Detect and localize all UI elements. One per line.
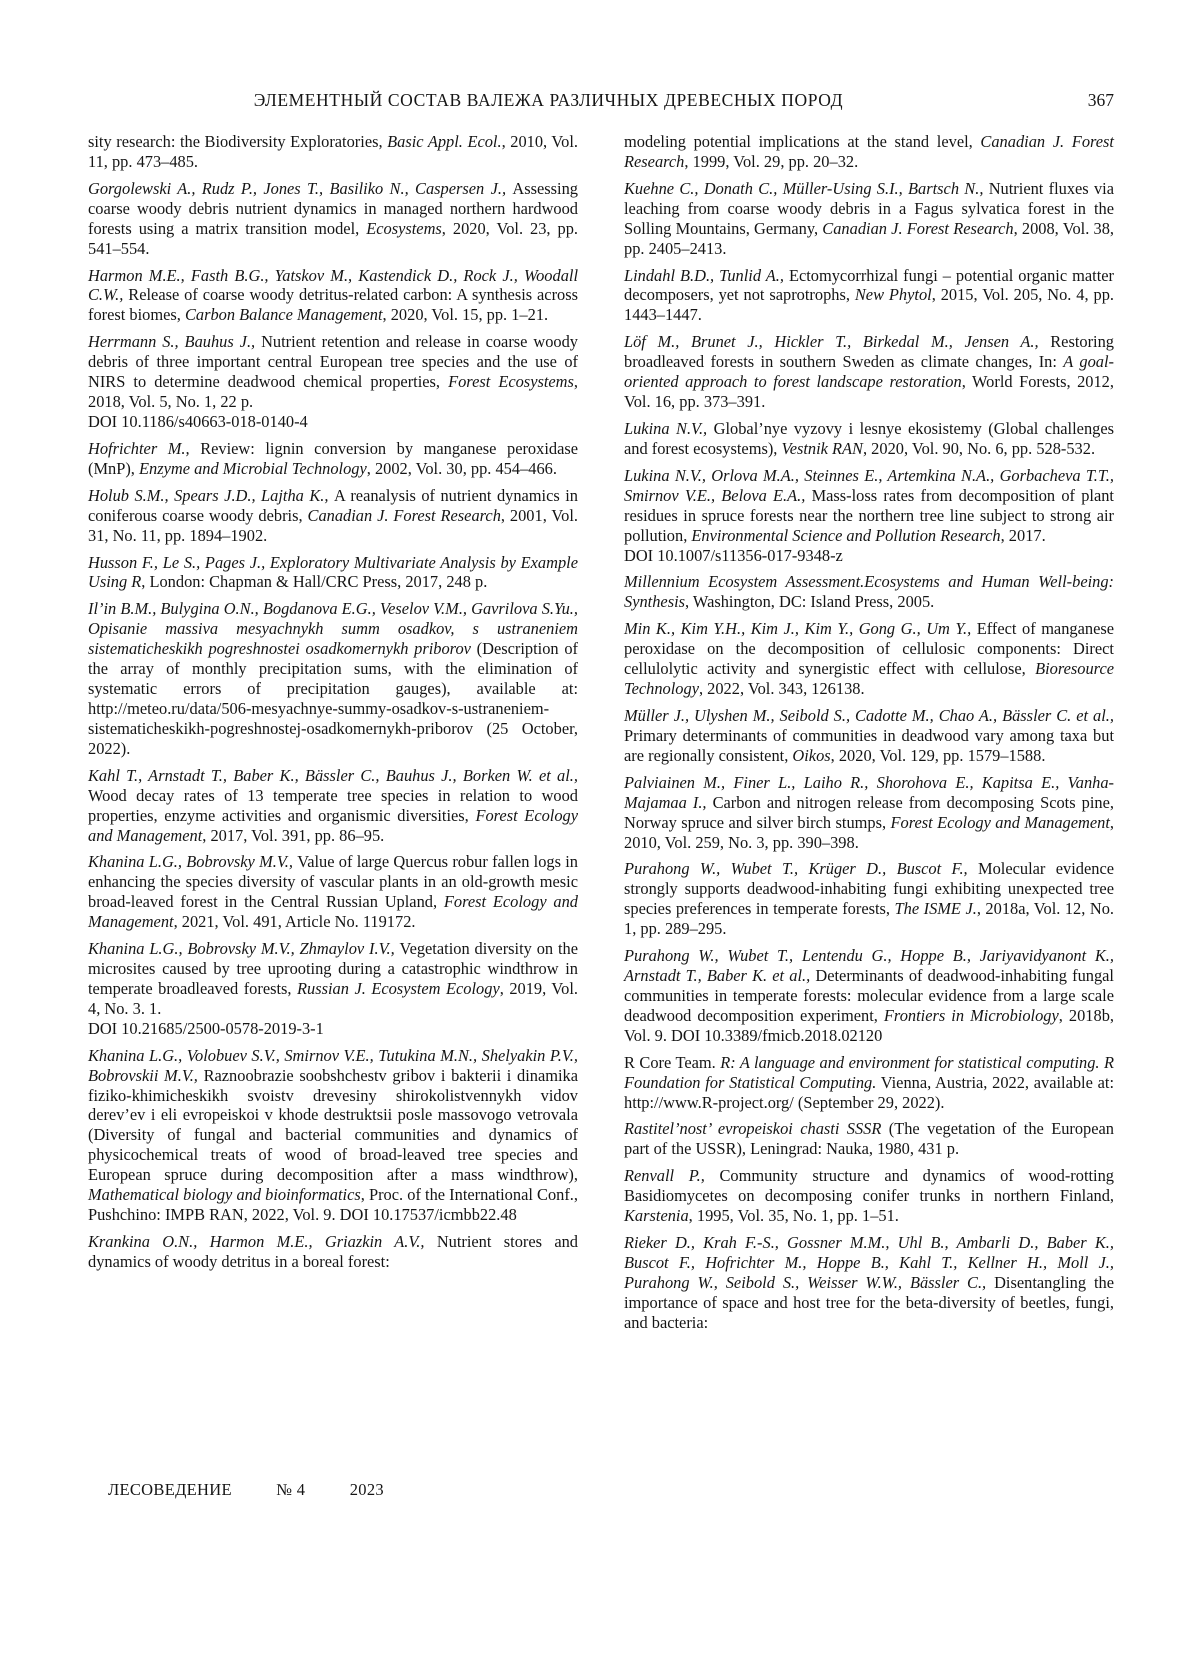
reference-italic-segment: Lukina N.V., Orlova M.A., Steinnes E., Artemkina N.A., Gorbacheva T.T., Smirnov V.E., Belova E.A.,: [624, 465, 1114, 505]
reference-text-segment: Release of coarse woody detritus-related carbon: A synthesis across forest biomes,: [88, 285, 578, 325]
reference-text-segment: , 1999, Vol. 29, pp. 20–32.: [684, 151, 859, 171]
reference-text-segment: , 2018, Vol. 5, No. 1, 22 p.: [88, 372, 578, 412]
reference-text-segment: Vegetation diversity on the microsites caused by tree uprooting during a catastrophic windthrow in temperate broadleaved forests,: [88, 939, 578, 998]
column-right: [624, 132, 1114, 1340]
reference-italic-segment: Forest Ecology and Management: [88, 805, 579, 845]
reference-text-segment: , 2019, Vol. 4, No. 3. 1.: [88, 978, 578, 1018]
reference-italic-segment: Forest Ecology and Management: [890, 812, 1110, 832]
reference-entry: [88, 852, 578, 932]
reference-entry: [624, 1053, 1114, 1113]
reference-entry: [624, 419, 1114, 459]
reference-italic-segment: Renvall P.,: [624, 1166, 720, 1186]
reference-text-segment: , 2008, Vol. 38, pp. 2405–2413.: [624, 218, 1115, 258]
reference-text-segment: Molecular evidence strongly supports deadwood-inhabiting fungi exhibiting unexpected tree species preferences in temperate forests,: [624, 859, 1114, 919]
reference-italic-segment: Opisanie massiva mesyachnykh summ osadkov, s ustraneniem sistematicheskikh pogreshnostei osadkomernykh priborov: [88, 619, 578, 659]
reference-italic-segment: R: A language and environment for statistical computing. R Foundation for Statistical Computing.: [624, 1052, 1114, 1092]
reference-italic-segment: Palviainen M., Finer L., Laiho R., Shorohova E., Kapitsa E., Vanha-Majamaa I.,: [624, 772, 1114, 812]
reference-italic-segment: Canadian J. Forest Research: [822, 218, 1014, 238]
reference-italic-segment: Kuehne C., Donath C., Müller-Using S.I., Bartsch N.,: [624, 178, 989, 198]
reference-entry: [624, 706, 1114, 766]
reference-entry: [88, 939, 578, 1039]
reference-italic-segment: Hofrichter M.,: [88, 438, 201, 458]
reference-text-segment: modeling potential implications at the stand level,: [624, 132, 981, 151]
reference-text-segment: , 1995, Vol. 35, No. 1, pp. 1–51.: [688, 1206, 899, 1226]
reference-entry: [88, 266, 578, 326]
reference-italic-segment: Lukina N.V.,: [624, 418, 714, 438]
reference-italic-segment: Vestnik RAN: [781, 438, 863, 458]
reference-text-segment: Nutrient retention and release in coarse woody debris of three important central European tree species and the use of NIRS to determine deadwood chemical properties,: [88, 332, 578, 392]
reference-text-segment: Community structure and dynamics of wood-rotting Basidiomycetes on decomposing conifer trunks in northern Finland,: [624, 1166, 1115, 1206]
reference-entry: [624, 132, 1114, 172]
reference-italic-segment: Ecosystems: [366, 218, 442, 238]
reference-entry: [88, 332, 578, 432]
reference-text-segment: , 2020, Vol. 129, pp. 1579–1588.: [830, 745, 1046, 765]
reference-entry: [624, 179, 1114, 259]
reference-text-segment: Mass-loss rates from decomposition of plant residues in spruce forests near the northern tree line subject to strong air pollution,: [624, 485, 1114, 545]
reference-italic-segment: Purahong W., Wubet T., Krüger D., Buscot F.,: [624, 859, 979, 879]
reference-italic-segment: Exploratory Multivariate Analysis by Example Using R: [88, 552, 578, 592]
reference-text-segment: Vienna, Austria, 2022, available at: http://www.R-project.org/ (September 29, 2022).: [624, 1072, 1114, 1112]
reference-entry: [624, 946, 1114, 1046]
reference-italic-segment: Frontiers in Microbiology: [883, 1005, 1059, 1025]
reference-text-segment: , 2015, Vol. 205, No. 4, pp. 1443–1447.: [624, 285, 1115, 325]
reference-entry: [624, 466, 1114, 566]
reference-text-segment: (Description of the array of monthly precipitation sums, with the elimination of systematic errors of precipitation gauges), available at: http://meteo.ru/data/506-mesyachnye-summy-osadkov-s-ustraneniem-sistematicheskikh-pogreshnostej-osadkomernykh-priborov (25 October, 2022).: [88, 639, 578, 758]
reference-text-segment: , Washington, DC: Island Press, 2005.: [685, 592, 935, 612]
reference-italic-segment: Husson F., Le S., Pages J.,: [88, 552, 270, 572]
reference-italic-segment: Krankina O.N., Harmon M.E., Griazkin A.V.,: [88, 1232, 437, 1252]
reference-italic-segment: Gorgolewski A., Rudz P., Jones T., Basiliko N., Caspersen J.,: [88, 178, 513, 198]
reference-italic-segment: Kahl T., Arnstadt T., Baber K., Bässler C., Bauhus J., Borken W. et al.,: [88, 765, 578, 785]
reference-text-segment: , 2017.: [1000, 525, 1046, 545]
footer-journal-name: ЛЕСОВЕДЕНИЕ: [108, 1480, 232, 1499]
reference-text-segment: , London: Chapman & Hall/CRC Press, 2017, 248 p.: [141, 572, 488, 592]
reference-text-segment: Global’nye vyzovy i lesnye ekosistemy (Global challenges and forest ecosystems),: [624, 418, 1114, 458]
reference-entry: [88, 1046, 578, 1225]
reference-text-segment: , 2020, Vol. 15, pp. 1–21.: [382, 305, 549, 325]
reference-entry: [624, 859, 1114, 939]
footer-line: [108, 1480, 384, 1500]
reference-italic-segment: Carbon Balance Management: [184, 305, 383, 325]
running-head-title: ЭЛЕМЕНТНЫЙ СОСТАВ ВАЛЕЖА РАЗЛИЧНЫХ ДРЕВЕСНЫХ ПОРОД: [253, 90, 844, 110]
page-number: 367: [1087, 90, 1114, 110]
reference-text-segment: (The vegetation of the European part of the USSR), Leningrad: Nauka, 1980, 431 p.: [624, 1119, 1114, 1159]
reference-italic-segment: Herrmann S., Bauhus J.,: [88, 332, 262, 352]
reference-italic-segment: The ISME J.: [894, 899, 977, 919]
reference-text-segment: , 2010, Vol. 11, pp. 473–485.: [88, 132, 578, 171]
reference-italic-segment: Enzyme and Microbial Technology: [139, 458, 367, 478]
reference-italic-segment: Canadian J. Forest Research: [307, 505, 501, 525]
reference-entry: [624, 773, 1114, 853]
reference-text-segment: DOI 10.21685/2500-0578-2019-3-1: [88, 1018, 324, 1038]
reference-entry: [88, 553, 578, 593]
reference-text-segment: Assessing coarse woody debris nutrient dynamics in managed northern hardwood forests using a matrix transition model,: [88, 178, 578, 238]
reference-text-segment: , 2018b, Vol. 9. DOI 10.3389/fmicb.2018.02120: [624, 1005, 1114, 1045]
reference-text-segment: , 2022, Vol. 343, 126138.: [698, 679, 865, 699]
reference-text-segment: Raznoobrazie soobshchestv gribov i bakterii i dinamika fiziko-khimicheskikh svoistv drevesiny shirokolistvennykh vidov derev’ev i eli evropeiskoi v khode destruktsii posle massovogo vetrovala (Diversity of fungal and bacterial communities and dynamics of physicochemical treats of wood of broad-leaved tree species and European spruce during decomposition after a mass windthrow),: [88, 1065, 578, 1185]
reference-entry: [88, 766, 578, 846]
reference-italic-segment: Environmental Science and Pollution Research: [691, 525, 1001, 545]
reference-text-segment: sity research: the Biodiversity Exploratories,: [88, 132, 388, 151]
reference-text-segment: Wood decay rates of 13 temperate tree species in relation to wood properties, enzyme activities and organismic diversities,: [88, 785, 578, 825]
reference-entry: [88, 439, 578, 479]
reference-italic-segment: Karstenia: [624, 1206, 689, 1226]
reference-italic-segment: Bioresource Technology: [624, 659, 1114, 699]
reference-text-segment: , 2020, Vol. 23, pp. 541–554.: [88, 218, 579, 258]
reference-italic-segment: Il’in B.M., Bulygina O.N., Bogdanova E.G., Veselov V.M., Gavrilova S.Yu.,: [88, 599, 578, 619]
reference-text-segment: Value of large Quercus robur fallen logs in enhancing the species diversity of vascular plants in an old-growth mesic broad-leaved forest in the Central Russian Upland,: [88, 852, 579, 912]
reference-italic-segment: Basic Appl. Ecol.: [387, 132, 502, 151]
reference-text-segment: DOI 10.1186/s40663-018-0140-4: [88, 411, 308, 431]
reference-italic-segment: Löf M., Brunet J., Hickler T., Birkedal M., Jensen A.,: [624, 332, 1051, 352]
column-left: [88, 132, 578, 1340]
reference-italic-segment: Khanina L.G., Bobrovsky M.V., Zhmaylov I.V.,: [88, 939, 400, 959]
reference-italic-segment: A goal-oriented approach to forest landscape restoration: [624, 352, 1114, 392]
reference-text-segment: Carbon and nitrogen release from decomposing Scots pine, Norway spruce and silver birch stumps,: [624, 792, 1114, 832]
reference-italic-segment: Forest Ecosystems: [448, 372, 574, 392]
reference-entry: [624, 332, 1114, 412]
reference-italic-segment: Forest Ecology and Management: [88, 892, 579, 932]
reference-text-segment: , Proc. of the International Conf., Pushchino: IMPB RAN, 2022, Vol. 9. DOI 10.17537/icmbb22.48: [88, 1185, 578, 1225]
reference-italic-segment: Min K., Kim Y.H., Kim J., Kim Y., Gong G., Um Y.,: [624, 619, 977, 639]
reference-italic-segment: Khanina L.G., Bobrovsky M.V.,: [88, 852, 298, 872]
reference-text-segment: , 2001, Vol. 31, No. 11, pp. 1894–1902.: [88, 505, 578, 545]
reference-italic-segment: New Phytol: [854, 285, 932, 305]
reference-italic-segment: Mathematical biology and bioinformatics: [88, 1185, 361, 1205]
reference-italic-segment: Lindahl B.D., Tunlid A.,: [624, 265, 789, 285]
reference-italic-segment: Holub S.M., Spears J.D., Lajtha K.,: [88, 485, 334, 505]
footer-year: 2023: [349, 1480, 384, 1499]
reference-italic-segment: Harmon M.E., Fasth B.G., Yatskov M., Kastendick D., Rock J., Woodall C.W.,: [88, 265, 578, 305]
running-head: [88, 90, 1114, 114]
reference-text-segment: Nutrient fluxes via leaching from coarse woody debris in a Fagus sylvatica forest in the Solling Mountains, Germany,: [624, 178, 1114, 238]
reference-text-segment: , 2002, Vol. 30, pp. 454–466.: [366, 458, 557, 478]
reference-italic-segment: Oikos: [792, 745, 831, 765]
reference-text-segment: Determinants of deadwood-inhabiting fungal communities in temperate forests: molecular evidence from a large scale deadwood decomposition experiment,: [624, 966, 1114, 1025]
reference-entry: [88, 599, 578, 758]
reference-text-segment: , 2010, Vol. 259, No. 3, pp. 390–398.: [624, 812, 1115, 852]
reference-text-segment: Disentangling the importance of space and host tree for the beta-diversity of beetles, fungi, and bacteria:: [624, 1272, 1114, 1332]
reference-text-segment: , 2020, Vol. 90, No. 6, pp. 528-532.: [862, 438, 1096, 458]
reference-text-segment: , 2021, Vol. 491, Article No. 119172.: [173, 912, 416, 932]
reference-text-segment: , 2017, Vol. 391, pp. 86–95.: [202, 825, 385, 845]
reference-entry: [624, 266, 1114, 326]
reference-entry: [88, 179, 578, 259]
reference-entry: [624, 619, 1114, 699]
reference-text-segment: Ectomycorrhizal fungi – potential organic matter decomposers, yet not saprotrophs,: [624, 265, 1114, 305]
reference-entry: [624, 572, 1114, 612]
reference-text-segment: A reanalysis of nutrient dynamics in coniferous coarse woody debris,: [88, 485, 578, 525]
reference-italic-segment: Rastitel’nost’ evropeiskoi chasti SSSR: [624, 1119, 882, 1139]
footer-issue: № 4: [276, 1480, 306, 1499]
reference-entry: [88, 132, 578, 172]
reference-text-segment: Effect of manganese peroxidase on the decomposition of cellulosic components: Direct cellulolytic activity and synergistic effect with cellulose,: [624, 619, 1115, 679]
reference-text-segment: Review: lignin conversion by manganese peroxidase (MnP),: [88, 438, 578, 478]
reference-italic-segment: Khanina L.G., Volobuev S.V., Smirnov V.E., Tutukina M.N., Shelyakin P.V., Bobrovskii M.V.,: [88, 1045, 578, 1085]
reference-text-segment: Restoring broadleaved forests in southern Sweden as climate changes, In:: [624, 332, 1114, 372]
reference-italic-segment: Millennium Ecosystem Assessment.Ecosystems and Human Well-being: Synthesis: [624, 572, 1114, 612]
reference-entry: [624, 1166, 1114, 1226]
reference-text-segment: DOI 10.1007/s11356-017-9348-z: [624, 545, 843, 565]
reference-text-segment: , 2018a, Vol. 12, No. 1, pp. 289–295.: [624, 899, 1114, 939]
reference-entry: [88, 1232, 578, 1272]
reference-entry: [624, 1233, 1114, 1333]
reference-italic-segment: Purahong W., Wubet T., Lentendu G., Hoppe B., Jariyavidyanont K., Arnstadt T., Baber K. et al.,: [624, 946, 1114, 986]
reference-columns: [88, 132, 1114, 1340]
reference-text-segment: , World Forests, 2012, Vol. 16, pp. 373–391.: [624, 372, 1114, 412]
reference-entry: [624, 1119, 1114, 1159]
reference-italic-segment: Rieker D., Krah F.-S., Gossner M.M., Uhl B., Ambarli D., Baber K., Buscot F., Hofrichter M., Hoppe B., Kahl T., Kellner H., Moll J., Purahong W., Seibold S., Weisser W.W., Bässler C.,: [624, 1233, 1114, 1292]
reference-text-segment: R Core Team.: [624, 1052, 721, 1072]
reference-text-segment: Nutrient stores and dynamics of woody detritus in a boreal forest:: [88, 1232, 578, 1271]
reference-italic-segment: Canadian J. Forest Research: [624, 132, 1114, 171]
reference-italic-segment: Russian J. Ecosystem Ecology: [297, 978, 500, 998]
reference-italic-segment: Müller J., Ulyshen M., Seibold S., Cadotte M., Chao A., Bässler C. et al.,: [624, 705, 1114, 725]
reference-text-segment: Primary determinants of communities in deadwood vary among taxa but are regionally consistent,: [624, 725, 1114, 765]
reference-entry: [88, 486, 578, 546]
